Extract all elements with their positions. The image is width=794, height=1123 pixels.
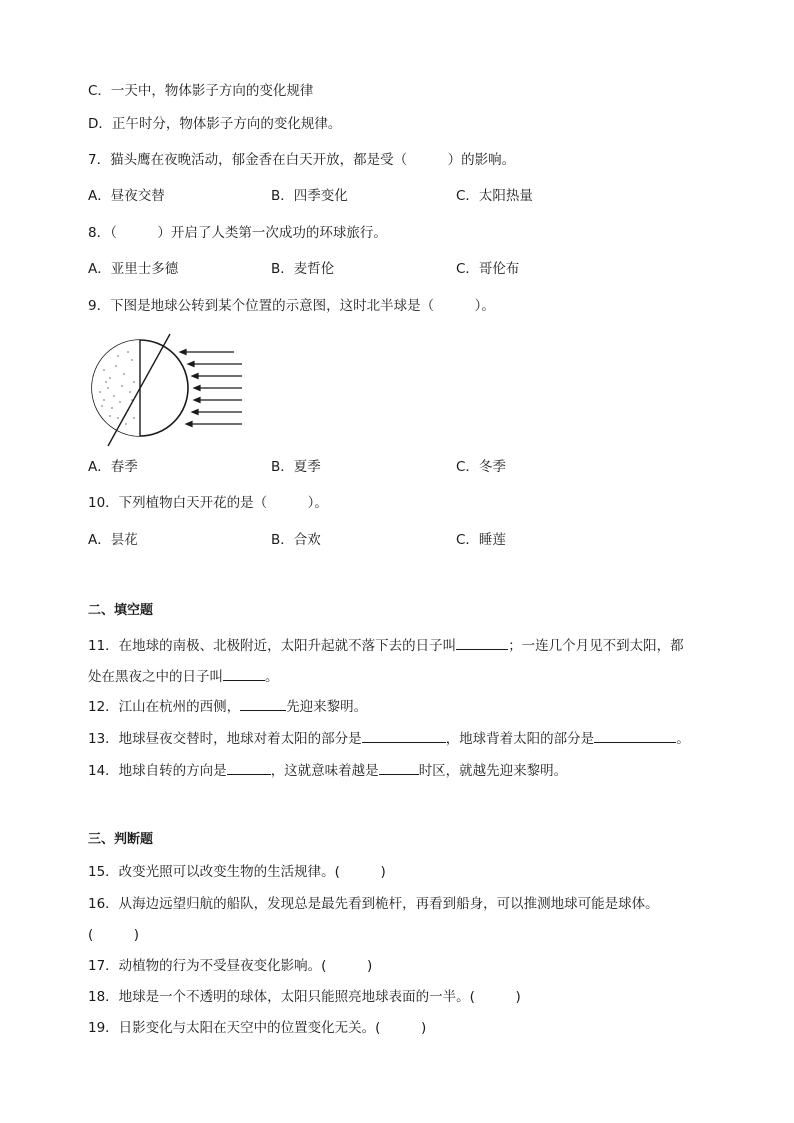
question-13: [88, 728, 690, 748]
q11-text-d: 。: [265, 669, 279, 685]
q11-blank-2[interactable]: [223, 666, 265, 681]
question-7: 7．猫头鹰在夜晚活动，郁金香在白天开放，都是受（ ）的影响。: [88, 152, 516, 168]
question-19: 19．日影变化与太阳在天空中的位置变化无关。( ): [88, 1020, 427, 1036]
question-15: 15．改变光照可以改变生物的生活规律。( ): [88, 864, 386, 880]
q11-text-b: ；一连几个月见不到太阳，都: [508, 638, 684, 654]
question-8: 8．（ ）开启了人类第一次成功的环球旅行。: [88, 225, 387, 241]
q10-option-a: A．昙花: [88, 532, 138, 548]
q11-blank-1[interactable]: [456, 635, 508, 650]
q12-blank[interactable]: [240, 696, 286, 711]
q8-option-a: A．亚里士多德: [88, 261, 179, 277]
q14-text-b: ，这就意味着越是: [270, 763, 379, 779]
q14-blank-2[interactable]: [379, 760, 419, 775]
earth-orbit-diagram: [84, 330, 244, 448]
q7-option-b: B．四季变化: [271, 188, 348, 204]
q12-text-a: 12．江山在杭州的西侧，: [88, 699, 241, 715]
question-9: 9．下图是地球公转到某个位置的示意图，这时北半球是（ ）。: [88, 298, 495, 314]
night-side: [92, 340, 140, 436]
q13-text-c: 。: [676, 731, 690, 747]
q13-blank-2[interactable]: [594, 728, 676, 743]
q7-option-a: A．昼夜交替: [88, 188, 165, 204]
q14-text-c: 时区，就越先迎来黎明。: [418, 763, 568, 779]
q6-option-c: C．一天中，物体影子方向的变化规律: [88, 83, 314, 99]
question-17: 17．动植物的行为不受昼夜变化影响。( ): [88, 958, 373, 974]
q11-text-a: 11．在地球的南极、北极附近，太阳升起就不落下去的日子叫: [88, 638, 457, 654]
q9-option-c: C．冬季: [456, 459, 506, 475]
q9-option-a: A．春季: [88, 459, 138, 475]
q8-option-c: C．哥伦布: [456, 261, 520, 277]
q8-option-b: B．麦哲伦: [271, 261, 335, 277]
sunlight-arrows: [180, 350, 242, 427]
question-14: [88, 760, 567, 780]
q12-text-b: 先迎来黎明。: [286, 699, 368, 715]
question-11-line2: [88, 666, 279, 686]
question-10: 10．下列植物白天开花的是（ ）。: [88, 495, 328, 511]
section-true-false-title: 三、判断题: [88, 832, 154, 847]
q6-option-d: D．正午时分，物体影子方向的变化规律。: [88, 116, 342, 132]
q10-option-c: C．睡莲: [456, 532, 506, 548]
q7-option-c: C．太阳热量: [456, 188, 533, 204]
q10-option-b: B．合欢: [271, 532, 321, 548]
q13-text-b: ，地球背着太阳的部分是: [445, 731, 595, 747]
question-11-line1: [88, 635, 684, 655]
section-fill-in-title: 二、填空题: [88, 603, 154, 618]
question-16: 16．从海边远望归航的船队，发现总是最先看到桅杆，再看到船身，可以推测地球可能是球体。: [88, 896, 659, 912]
q14-blank-1[interactable]: [227, 760, 271, 775]
q11-text-c: 处在黑夜之中的日子叫: [88, 669, 223, 685]
question-16-paren: ( ): [88, 927, 140, 943]
q14-text-a: 14．地球自转的方向是: [88, 763, 227, 779]
q13-blank-1[interactable]: [362, 728, 446, 743]
q13-text-a: 13．地球昼夜交替时，地球对着太阳的部分是: [88, 731, 362, 747]
q9-option-b: B．夏季: [271, 459, 321, 475]
question-18: 18．地球是一个不透明的球体，太阳只能照亮地球表面的一半。( ): [88, 989, 521, 1005]
question-12: [88, 696, 367, 716]
